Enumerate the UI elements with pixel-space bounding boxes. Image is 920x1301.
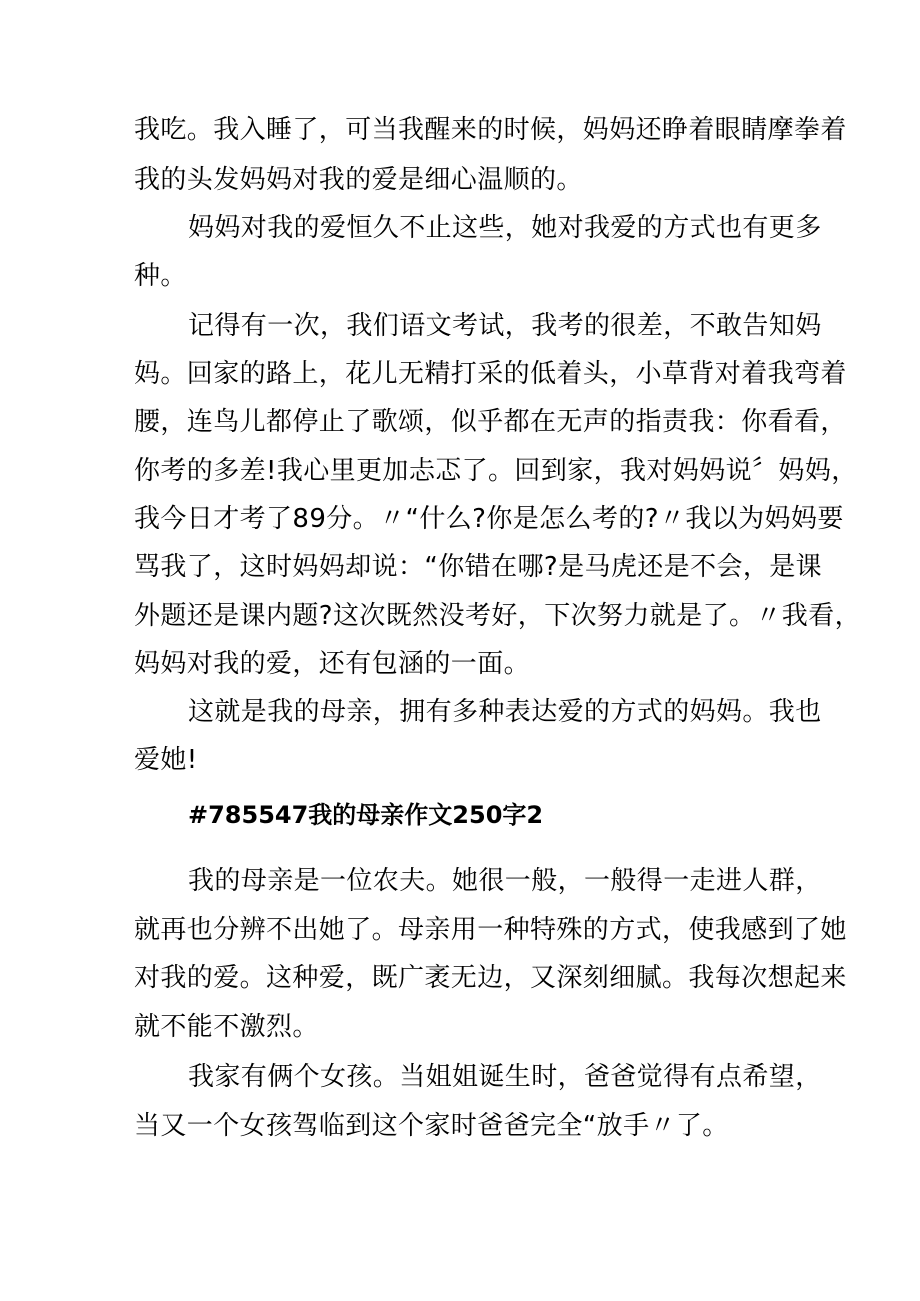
paragraph-3-line-5: 我今日才考了89分。〃“什么?你是怎么考的?〃我以为妈妈要 <box>134 504 844 534</box>
paragraph-1-line-1: 我吃。我入睡了，可当我醒来的时候，妈妈还睁着眼睛摩拳着 <box>134 115 847 145</box>
paragraph-3-line-4: 你考的多差!我心里更加忐忑了。回到家，我对妈妈说〞妈妈， <box>134 456 858 486</box>
paragraph-3-line-3: 腰，连鸟儿都停止了歌颂，似乎都在无声的指责我：你看看， <box>134 407 847 437</box>
paragraph-3-line-8: 妈妈对我的爱，还有包涵的一面。 <box>134 649 531 679</box>
paragraph-2-line-1: 妈妈对我的爱恒久不止这些，她对我爱的方式也有更多 <box>188 213 822 243</box>
paragraph-4-line-1: 这就是我的母亲，拥有多种表达爱的方式的妈妈。我也 <box>188 697 822 727</box>
section-paragraph-1-line-2: 就再也分辨不出她了。母亲用一种特殊的方式，使我感到了她 <box>134 915 847 945</box>
paragraph-3-line-2: 妈。回家的路上，花儿无精打采的低着头，小草背对着我弯着 <box>134 359 847 389</box>
section-heading: #785547我的母亲作文250字2 <box>188 801 544 829</box>
paragraph-4-line-2: 爱她! <box>134 745 198 775</box>
section-paragraph-2-line-2: 当又一个女孩驾临到这个家时爸爸完全“放手〃了。 <box>134 1111 729 1141</box>
section-paragraph-1-line-3: 对我的爱。这种爱，既广袤无边，又深刻细腻。我每次想起来 <box>134 963 847 993</box>
paragraph-3-line-6: 骂我了，这时妈妈却说：“你错在哪?是马虎还是不会，是课 <box>134 552 823 582</box>
paragraph-3-line-7: 外题还是课内题?这次既然没考好，下次努力就是了。〃我看， <box>134 601 862 631</box>
paragraph-1-line-2: 我的头发妈妈对我的爱是细心温顺的。 <box>134 165 583 195</box>
section-paragraph-1-line-1: 我的母亲是一位农夫。她很一般，一般得一走进人群， <box>188 866 822 896</box>
section-paragraph-2-line-1: 我家有俩个女孩。当姐姐诞生时，爸爸觉得有点希望， <box>188 1062 822 1092</box>
paragraph-2-line-2: 种。 <box>134 261 187 291</box>
section-paragraph-1-line-4: 就不能不激烈。 <box>134 1012 319 1042</box>
paragraph-3-line-1: 记得有一次，我们语文考试，我考的很差，不敢告知妈 <box>188 311 822 341</box>
